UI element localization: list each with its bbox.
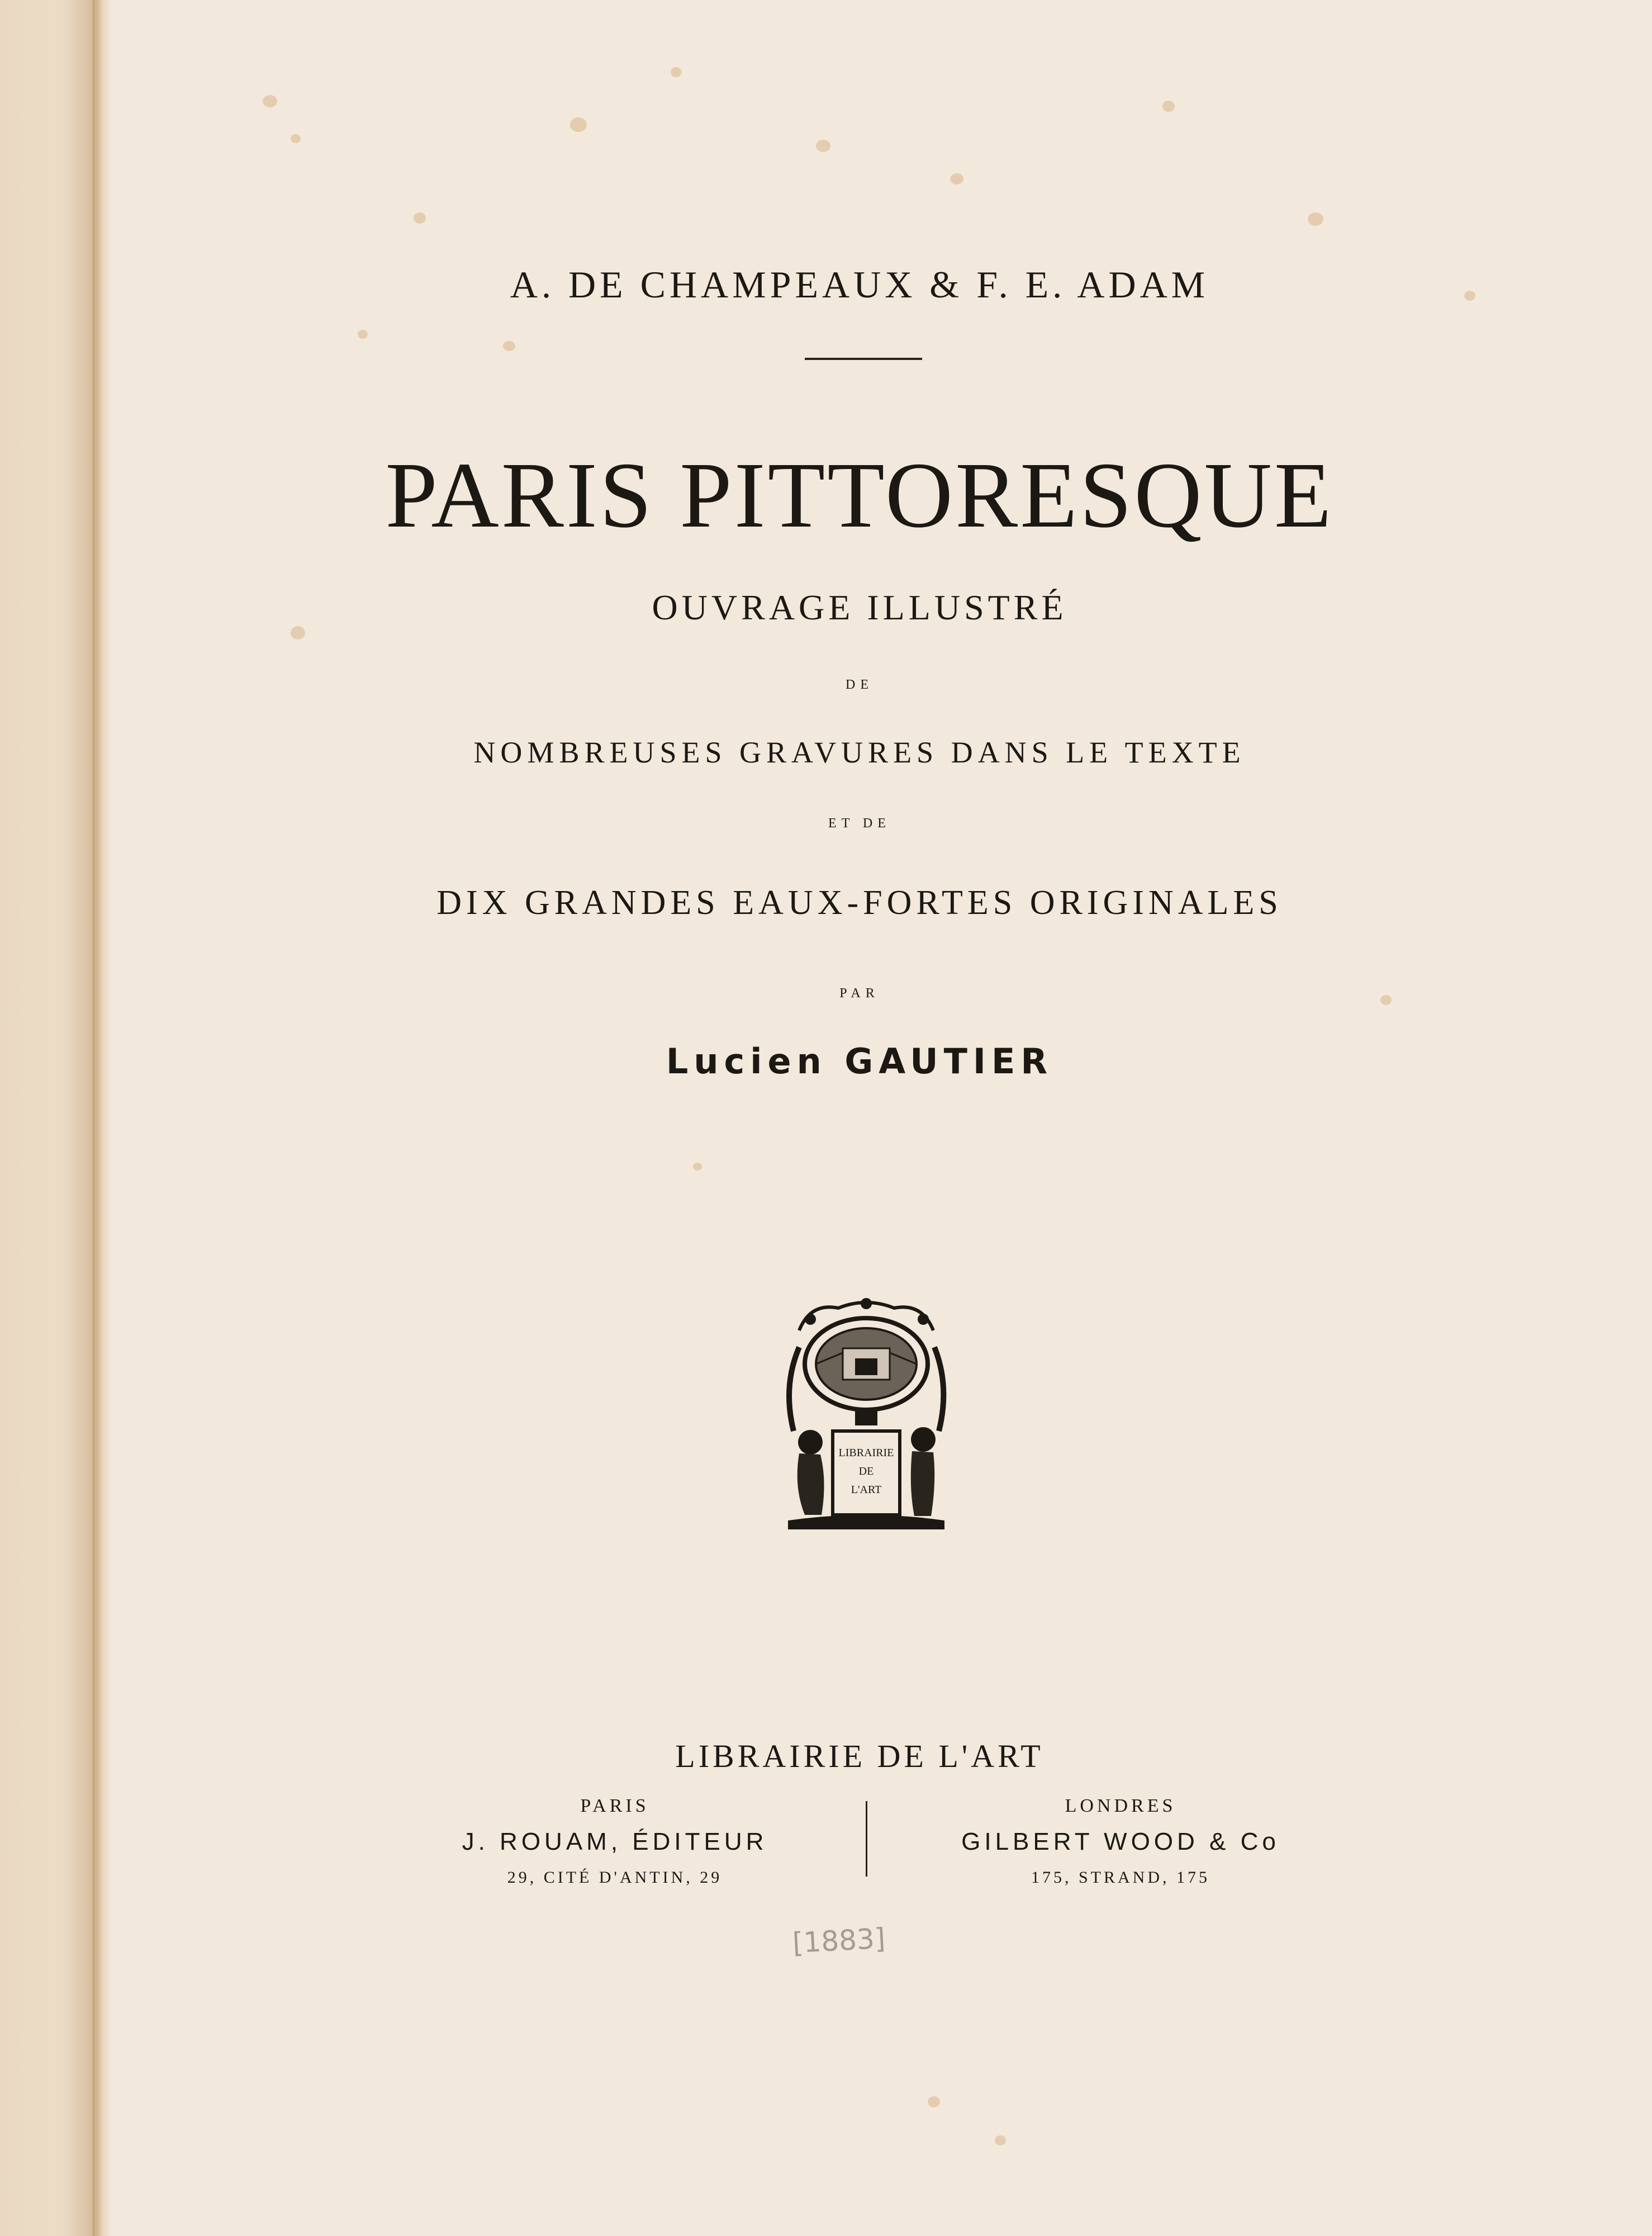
foxing-spot [1162, 101, 1175, 112]
svg-text:L'ART: L'ART [851, 1484, 882, 1496]
foxing-spot [928, 2096, 940, 2107]
connector-de: DE [846, 678, 874, 692]
subtitle: OUVRAGE ILLUSTRÉ [652, 588, 1067, 627]
foxing-spot [816, 140, 830, 152]
foxing-spot [995, 2135, 1006, 2145]
etchings-line: DIX GRANDES EAUX-FORTES ORIGINALES [436, 884, 1283, 922]
foxing-spot [291, 134, 301, 143]
engravings-line: NOMBREUSES GRAVURES DANS LE TEXTE [473, 736, 1246, 769]
title-rule [805, 358, 922, 360]
london-firm: GILBERT WOOD & Co [961, 1828, 1280, 1855]
gutter-fold-line [93, 0, 94, 2236]
foxing-spot [570, 117, 587, 132]
publisher-name: LIBRAIRIE DE L'ART [675, 1738, 1044, 1774]
publisher-emblem-icon [777, 1297, 956, 1532]
svg-text:LIBRAIRIE: LIBRAIRIE [838, 1447, 894, 1459]
foxing-spot [503, 341, 515, 351]
authors-line: A. DE CHAMPEAUX & F. E. ADAM [510, 263, 1209, 306]
binding-gutter [0, 0, 112, 2236]
connector-par: PAR [839, 986, 880, 1001]
foxing-spot [1308, 212, 1323, 226]
foxing-spot [671, 67, 682, 77]
paris-firm: J. ROUAM, ÉDITEUR [462, 1828, 768, 1855]
london-city: LONDRES [1065, 1796, 1176, 1816]
foxing-spot [414, 212, 426, 224]
foxing-spot [263, 95, 277, 107]
paris-city: PARIS [580, 1796, 649, 1816]
foxing-spot [358, 330, 368, 339]
foxing-spot [693, 1163, 702, 1171]
svg-text:DE: DE [858, 1465, 874, 1477]
pencil-date-note: [1883] [791, 1922, 886, 1960]
foxing-spot [950, 173, 963, 184]
main-title: PARIS PITTORESQUE [385, 443, 1334, 547]
paris-address: 29, CITÉ D'ANTIN, 29 [507, 1868, 723, 1887]
illustrator-name: Lucien GAUTIER [666, 1041, 1053, 1082]
london-address: 175, STRAND, 175 [1031, 1868, 1210, 1887]
connector-et-de: ET DE [828, 816, 891, 831]
imprint-divider [866, 1801, 867, 1877]
